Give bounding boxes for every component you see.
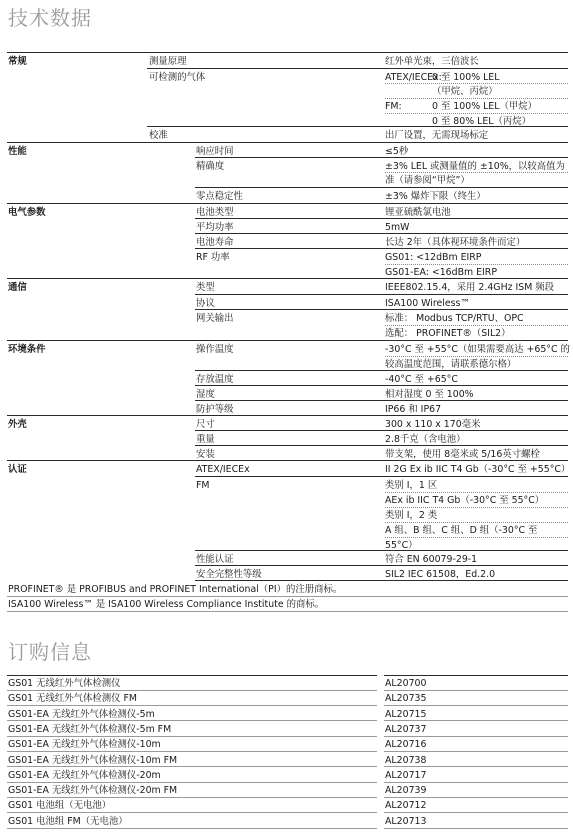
value-text: 标准： Modbus TCP/RTU、OPC — [385, 313, 524, 324]
table-rule — [7, 340, 568, 341]
product-name: GS01 无线红外气体检测仪 — [8, 678, 121, 689]
note-rule — [7, 611, 568, 612]
product-name: GS01-EA 无线红外气体检测仪-10m FM — [8, 754, 178, 766]
parameter-label: 电池寿命 — [196, 237, 234, 248]
table-rule — [385, 356, 568, 357]
product-name: GS01 电池组（无电池） — [8, 800, 112, 812]
category-label: 环境条件 — [8, 344, 46, 355]
table-rule — [147, 68, 568, 69]
order-rule — [7, 736, 377, 737]
parameter-label: 安全完整性等级 — [196, 569, 262, 580]
category-label: 外壳 — [8, 419, 27, 430]
value-text: 类别 I，1 区 — [385, 480, 438, 491]
value-text: ±3% LEL 或测量值的 ±10%，以较高值为 — [385, 161, 565, 172]
parameter-label: 测量原理 — [149, 56, 187, 67]
product-name: GS01-EA 无线红外气体检测仪-20m FM — [8, 785, 178, 797]
value-text: 选配： PROFINET®（SIL2） — [385, 328, 511, 339]
table-rule — [195, 550, 568, 551]
value-text: ATEX/IECEx: — [385, 72, 442, 83]
value-text: ≤5秒 — [385, 146, 409, 157]
table-rule — [195, 218, 568, 219]
order-code: AL20713 — [385, 815, 427, 827]
table-rule — [7, 415, 568, 416]
value-text: 55°C） — [385, 540, 418, 551]
order-code: AL20715 — [385, 708, 427, 720]
parameter-label: 防护等级 — [196, 404, 234, 415]
order-rule — [7, 690, 377, 691]
table-rule — [385, 522, 568, 523]
table-rule — [195, 233, 568, 234]
table-rule — [385, 264, 568, 265]
parameter-label: 网关输出 — [196, 313, 234, 324]
value-text: 锂亚硫酰氯电池 — [385, 207, 451, 218]
value-text: SIL2 IEC 61508，Ed.2.0 — [385, 569, 496, 580]
value-text: 长达 2年（具体视环境条件而定） — [385, 237, 526, 248]
order-rule — [7, 751, 377, 752]
parameter-label: RF 功率 — [196, 252, 230, 263]
table-rule — [385, 98, 568, 99]
order-rule — [7, 705, 377, 706]
order-code: AL20700 — [385, 678, 427, 689]
category-label: 通信 — [8, 282, 27, 293]
order-code: AL20738 — [385, 754, 427, 766]
value-text: 带支架，使用 8毫米或 5/16英寸螺栓 — [385, 449, 540, 460]
order-code: AL20735 — [385, 693, 427, 705]
order-code: AL20716 — [385, 739, 427, 751]
value-text: 0 至 80% LEL（丙烷） — [432, 116, 531, 127]
value-text: 0 至 100% LEL — [432, 72, 500, 83]
product-name: GS01-EA 无线红外气体检测仪-5m FM — [8, 723, 172, 735]
table-rule — [385, 172, 568, 173]
parameter-label: 可检测的气体 — [149, 72, 206, 83]
table-rule — [385, 507, 568, 508]
table-rule — [7, 278, 568, 279]
value-text: FM: — [385, 101, 402, 112]
note-rule — [7, 596, 568, 597]
table-rule — [195, 400, 568, 401]
parameter-label: 湿度 — [196, 389, 215, 400]
order-rule — [384, 705, 568, 706]
table-rule — [195, 430, 568, 431]
category-label: 电气参数 — [8, 207, 46, 218]
table-rule — [7, 460, 568, 461]
order-rule — [384, 720, 568, 721]
product-name: GS01-EA 无线红外气体检测仪-20m — [8, 769, 161, 781]
value-text: AEx ib IIC T4 Gb（-30°C 至 55°C） — [385, 495, 545, 506]
table-rule — [195, 294, 568, 295]
table-rule — [7, 52, 568, 53]
trademark-note: PROFINET® 是 PROFIBUS and PROFINET International（PI）的注册商标。 — [8, 584, 343, 595]
parameter-label: 存放温度 — [196, 374, 234, 385]
value-text: GS01-EA: <16dBm EIRP — [385, 267, 497, 278]
category-label: 常规 — [8, 56, 27, 67]
order-rule — [7, 797, 377, 798]
order-rule — [384, 766, 568, 767]
parameter-label: 响应时间 — [196, 146, 234, 157]
parameter-label: 校准 — [149, 130, 168, 141]
order-rule — [384, 828, 568, 829]
order-rule — [7, 782, 377, 783]
parameter-label: 零点稳定性 — [196, 191, 243, 202]
order-code: AL20717 — [385, 769, 427, 781]
value-text: 出厂设置，无需现场标定 — [385, 130, 489, 141]
parameter-label: 精确度 — [196, 161, 225, 172]
value-text: 5mW — [385, 222, 410, 233]
value-text: 准（请参阅“甲烷”） — [385, 175, 470, 186]
order-rule — [7, 675, 377, 676]
product-name: GS01-EA 无线红外气体检测仪-10m — [8, 739, 161, 751]
parameter-label: 尺寸 — [196, 419, 215, 430]
value-text: 2.8千克（含电池） — [385, 434, 466, 445]
parameter-label: 协议 — [196, 298, 215, 309]
table-rule — [195, 565, 568, 566]
order-section-title: 订购信息 — [8, 640, 92, 664]
product-name: GS01-EA 无线红外气体检测仪-5m — [8, 708, 155, 720]
table-rule — [195, 309, 568, 310]
order-rule — [384, 782, 568, 783]
table-rule — [385, 537, 568, 538]
value-text: ISA100 Wireless™ — [385, 298, 470, 309]
value-text: 红外单光束，三倍波长 — [385, 56, 479, 67]
table-rule — [195, 476, 568, 477]
parameter-label: FM — [196, 480, 210, 491]
value-text: -30°C 至 +55°C（如果需要高达 +65°C 的 — [385, 344, 570, 355]
order-rule — [384, 812, 568, 813]
value-text: 较高温度范围，请联系德尔格） — [385, 359, 517, 370]
order-rule — [384, 675, 568, 676]
order-rule — [7, 766, 377, 767]
table-rule — [195, 248, 568, 249]
value-text: IP66 和 IP67 — [385, 404, 442, 415]
value-text: GS01: <12dBm EIRP — [385, 252, 482, 263]
table-rule — [385, 83, 568, 84]
table-rule — [7, 142, 568, 143]
table-rule — [385, 325, 568, 326]
value-text: ±3% 爆炸下限（终生） — [385, 191, 486, 202]
value-text: 相对湿度 0 至 100% — [385, 389, 474, 400]
table-rule — [195, 385, 568, 386]
value-text: 类别 I，2 类 — [385, 510, 438, 521]
value-text: 0 至 100% LEL（甲烷） — [432, 101, 537, 112]
order-rule — [7, 812, 377, 813]
parameter-label: ATEX/IECEx — [196, 464, 250, 475]
order-code: AL20712 — [385, 800, 427, 812]
value-text: IEEE802.15.4，采用 2.4GHz ISM 频段 — [385, 282, 555, 293]
value-text: 符合 EN 60079-29-1 — [385, 554, 478, 565]
value-text: -40°C 至 +65°C — [385, 374, 458, 385]
category-label: 性能 — [8, 146, 27, 157]
table-rule — [385, 492, 568, 493]
parameter-label: 重量 — [196, 434, 215, 445]
parameter-label: 安装 — [196, 449, 215, 460]
order-code: AL20737 — [385, 723, 427, 735]
order-rule — [384, 736, 568, 737]
table-rule — [7, 203, 568, 204]
order-rule — [7, 720, 377, 721]
order-rule — [384, 751, 568, 752]
value-text: （甲烷、丙烷） — [432, 86, 498, 97]
value-text: A 组、B 组、C 组、D 组（-30°C 至 — [385, 525, 538, 536]
product-name: GS01 无线红外气体检测仪 FM — [8, 693, 137, 705]
category-label: 认证 — [8, 464, 27, 475]
trademark-note: ISA100 Wireless™ 是 ISA100 Wireless Compliance Institute 的商标。 — [8, 599, 325, 610]
product-name: GS01 电池组 FM（无电池） — [8, 815, 128, 827]
value-text: II 2G Ex ib IIC T4 Gb（-30°C 至 +55°C） — [385, 464, 571, 475]
parameter-label: 类型 — [196, 282, 215, 293]
value-text: 300 x 110 x 170毫米 — [385, 419, 481, 430]
table-rule — [195, 187, 568, 188]
table-rule — [385, 113, 568, 114]
parameter-label: 操作温度 — [196, 344, 234, 355]
parameter-label: 平均功率 — [196, 222, 234, 233]
spec-section-title: 技术数据 — [8, 6, 92, 30]
parameter-label: 性能认证 — [196, 554, 234, 565]
table-rule — [195, 370, 568, 371]
table-rule — [195, 445, 568, 446]
order-code: AL20739 — [385, 785, 427, 797]
table-rule — [147, 126, 568, 127]
order-rule — [384, 797, 568, 798]
order-rule — [384, 690, 568, 691]
parameter-label: 电池类型 — [196, 207, 234, 218]
table-rule — [195, 157, 568, 158]
order-rule — [7, 828, 377, 829]
table-rule — [195, 580, 568, 581]
